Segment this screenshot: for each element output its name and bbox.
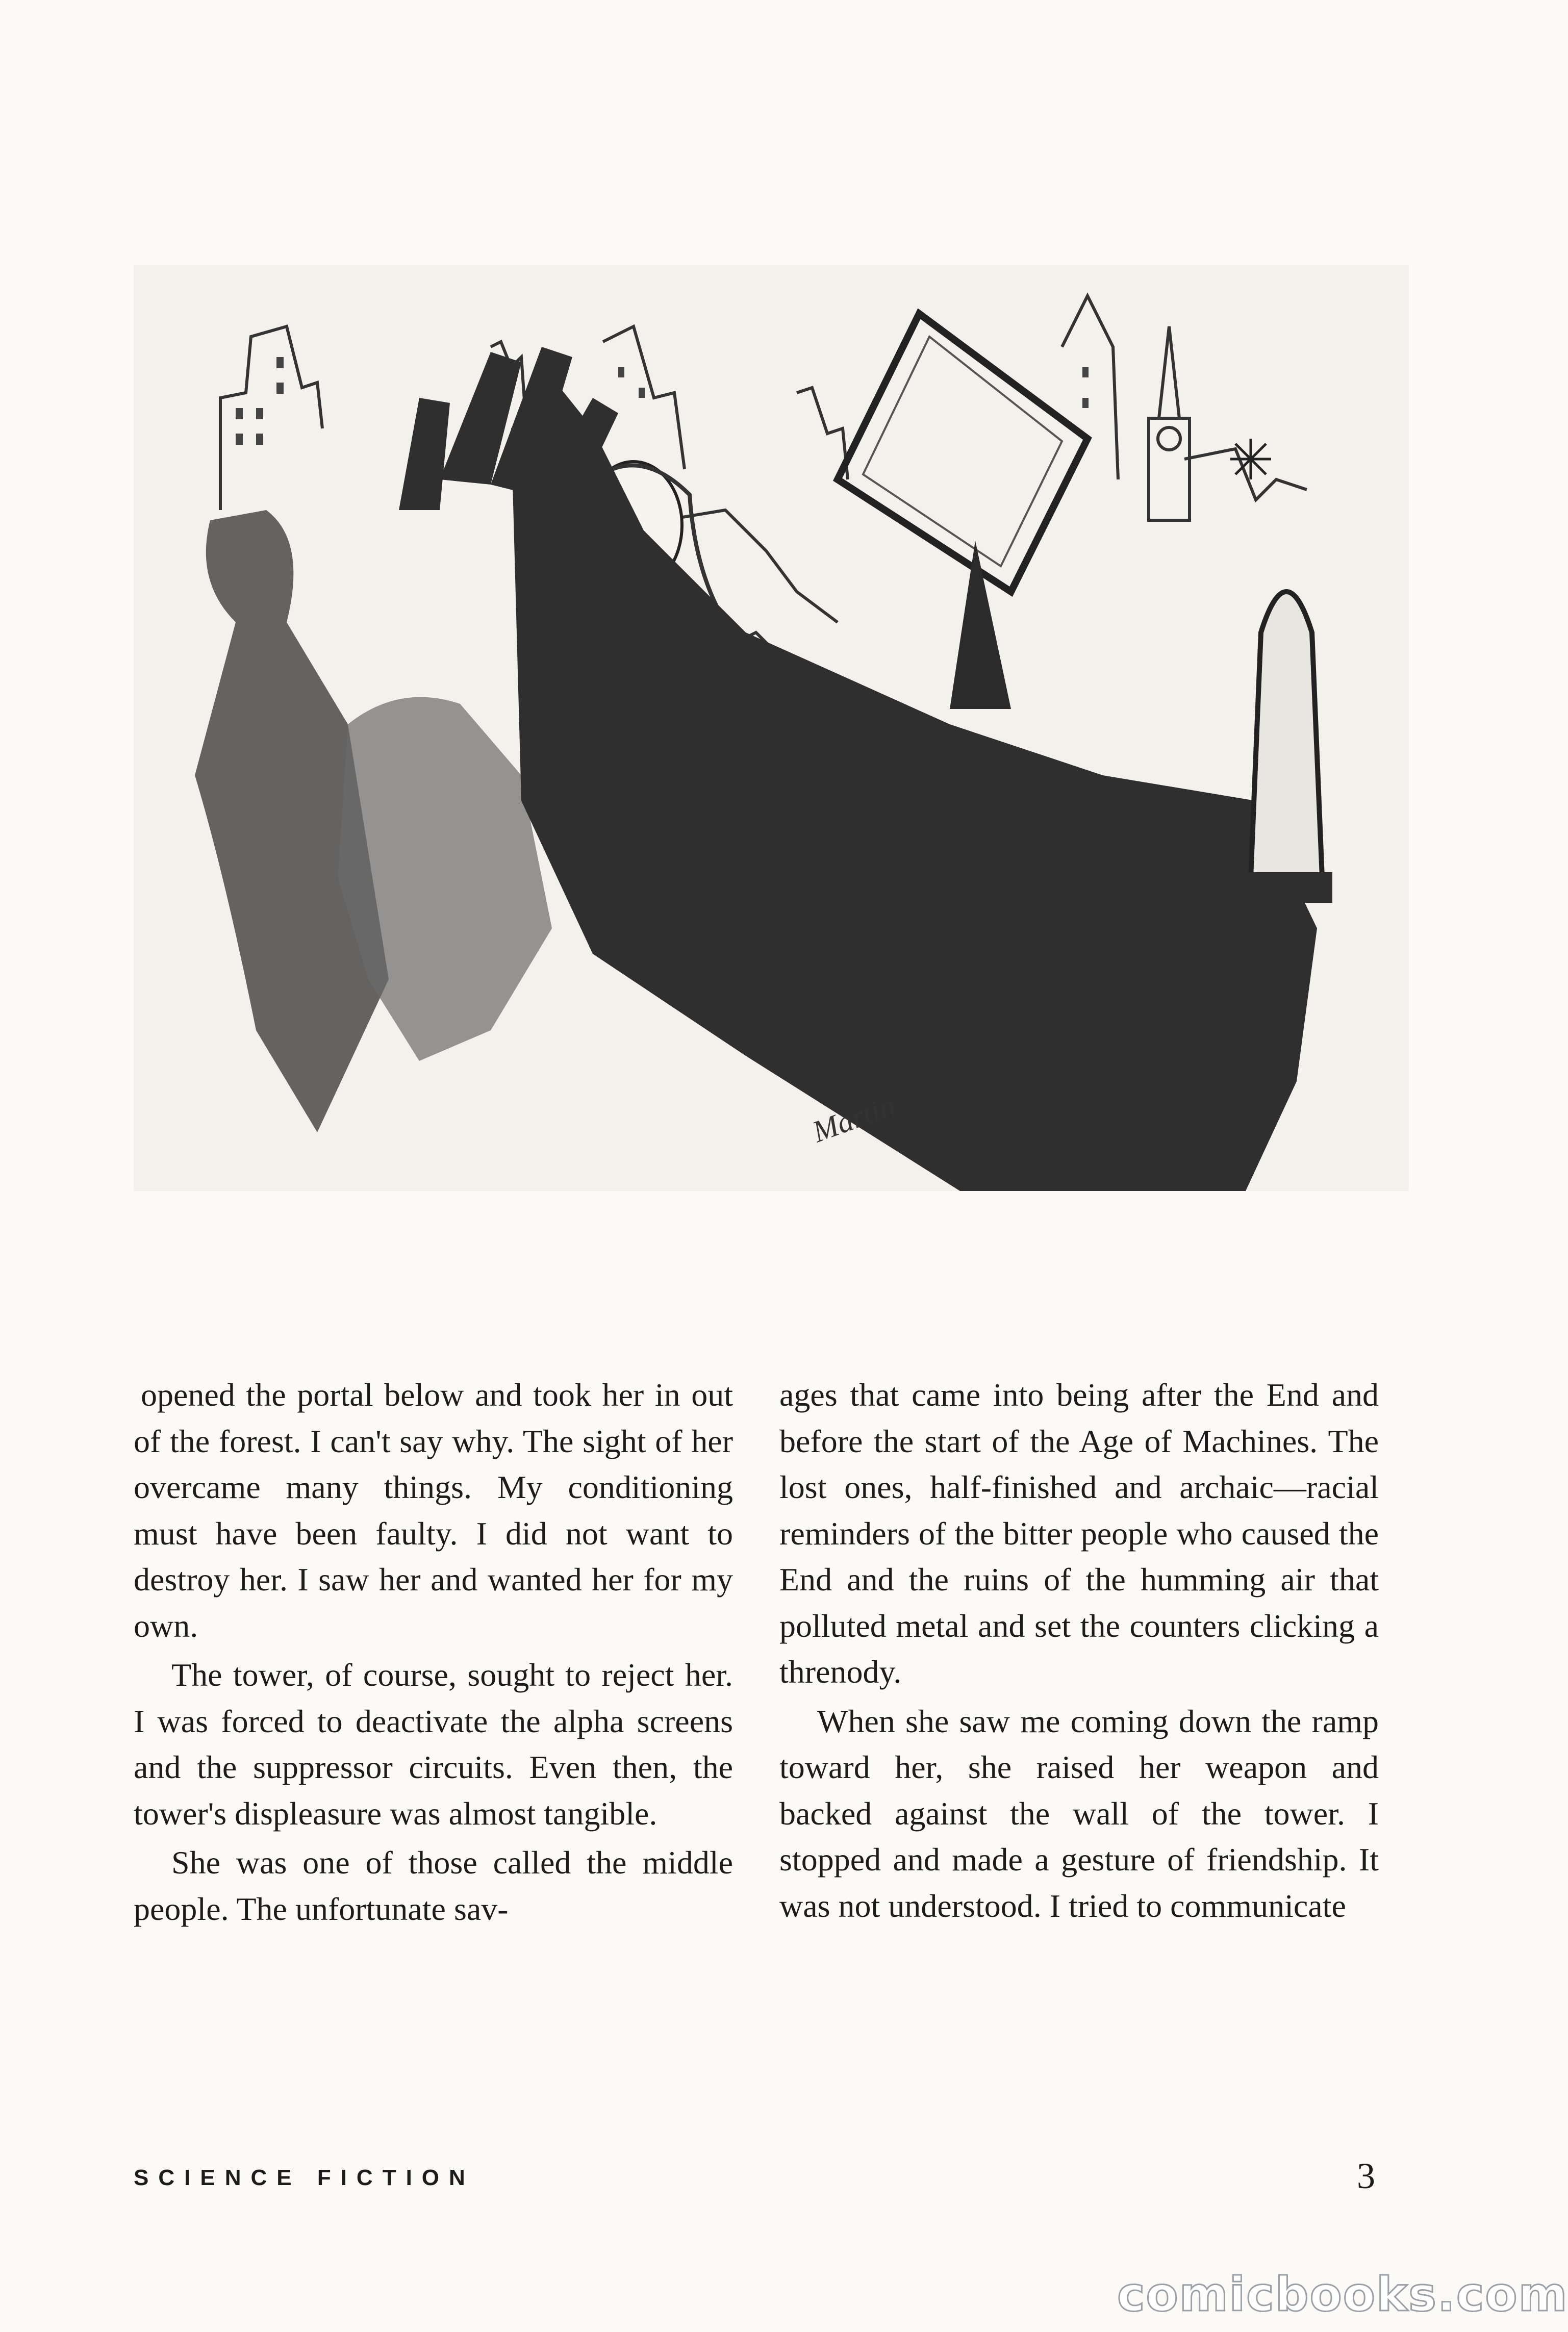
- paragraph: She was one of those called the middle people. The unfortunate sav-: [134, 1844, 733, 1927]
- text-column-right: [779, 1372, 1379, 1932]
- paragraph: The tower, of course, sought to reject her. I was forced to deactivate the alpha screens and the suppressor circuits. Even then, the tower's displeasure was almost tangible.: [134, 1657, 733, 1832]
- story-illustration: [134, 265, 1409, 1191]
- text-column-left: [134, 1372, 733, 1935]
- paragraph: When she saw me coming down the ramp toward her, she raised her weapon and backed against the wall of the tower. I stopped and made a gesture of friendship. It was not understood. I tried to communicate: [779, 1703, 1379, 1924]
- paragraph: opened the portal below and took her in out of the forest. I can't say why. The sight of her overcame many things. My conditioning must have been faulty. I did not want to destroy her. I saw her and wanted her for my own.: [134, 1377, 733, 1644]
- illustration-signature: Martin: [807, 1088, 900, 1149]
- page-number: 3: [1357, 2156, 1375, 2196]
- running-footer-title: SCIENCE FICTION: [134, 2165, 475, 2190]
- paragraph: ages that came into being after the End and before the start of the Age of Machines. The lost ones, half-finished and archaic—racial reminders of the bitter people who caused the End and the ruins of the humming air that polluted metal and set the counters clicking a threnody.: [779, 1377, 1379, 1690]
- robot-arm-city-ruins-picture: [134, 265, 1409, 1191]
- site-watermark: comicbooks.com: [1117, 2267, 1568, 2322]
